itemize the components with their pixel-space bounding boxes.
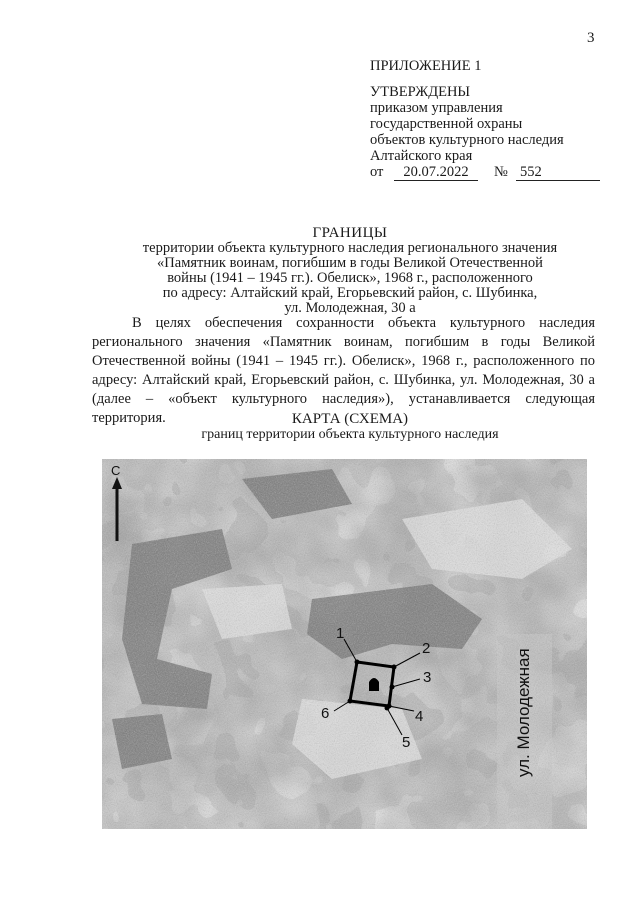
approval-block: [370, 58, 610, 182]
map-title: КАРТА (СХЕМА): [291, 411, 409, 427]
title-line: «Памятник воинам, погибшим в годы Великой Отечественной: [157, 255, 543, 271]
number-prefix: №: [494, 164, 508, 180]
map-canvas: [102, 459, 587, 829]
approval-line: государственной охраны: [370, 116, 523, 132]
aerial-map: [102, 459, 587, 829]
page-number: 3: [587, 30, 595, 46]
approval-line: Алтайского края: [370, 148, 473, 164]
point-label-2: 2: [422, 640, 431, 657]
point-label-1: 1: [336, 625, 345, 642]
map-subtitle: границ территории объекта культурного наследия: [201, 427, 499, 442]
point-label-3: 3: [423, 669, 432, 686]
title-line: ул. Молодежная, 30 а: [284, 300, 416, 316]
title-line: по адресу: Алтайский край, Егорьевский район, с. Шубинка,: [162, 285, 538, 301]
order-date: 20.07.2022: [394, 164, 478, 181]
order-details: [370, 164, 610, 182]
document-title: [100, 226, 600, 316]
order-number: 552: [516, 164, 600, 181]
title-heading: ГРАНИЦЫ: [312, 225, 388, 241]
body-paragraph: В целях обеспечения сохранности объекта культурного наследия регионального значения «Памятник воинам, погибшим в годы Великой Отечественной войны (1941 – 1945 гг.). Обелиск», 1968 г., расположенного по адресу: Алтайский край, Егорьевский район, с. Шубинка, ул. Молодежная, 30 а (далее – «объект культурного наследия»), устанавливается следующая территория.: [92, 315, 595, 426]
map-heading: [100, 411, 600, 443]
point-label-4: 4: [415, 708, 424, 725]
approved-label: УТВЕРЖДЕНЫ: [370, 84, 471, 100]
appendix-label: ПРИЛОЖЕНИЕ 1: [370, 58, 482, 74]
north-label: С: [111, 463, 121, 478]
street-label: ул. Молодежная: [514, 648, 533, 777]
point-label-5: 5: [402, 734, 411, 751]
approval-line: приказом управления: [370, 100, 503, 116]
approval-line: объектов культурного наследия: [370, 132, 564, 148]
point-label-6: 6: [321, 705, 330, 722]
title-line: территории объекта культурного наследия регионального значения: [142, 240, 558, 256]
title-line: войны (1941 – 1945 гг.). Обелиск», 1968 г., расположенного: [167, 270, 533, 286]
date-prefix: от: [370, 164, 384, 180]
